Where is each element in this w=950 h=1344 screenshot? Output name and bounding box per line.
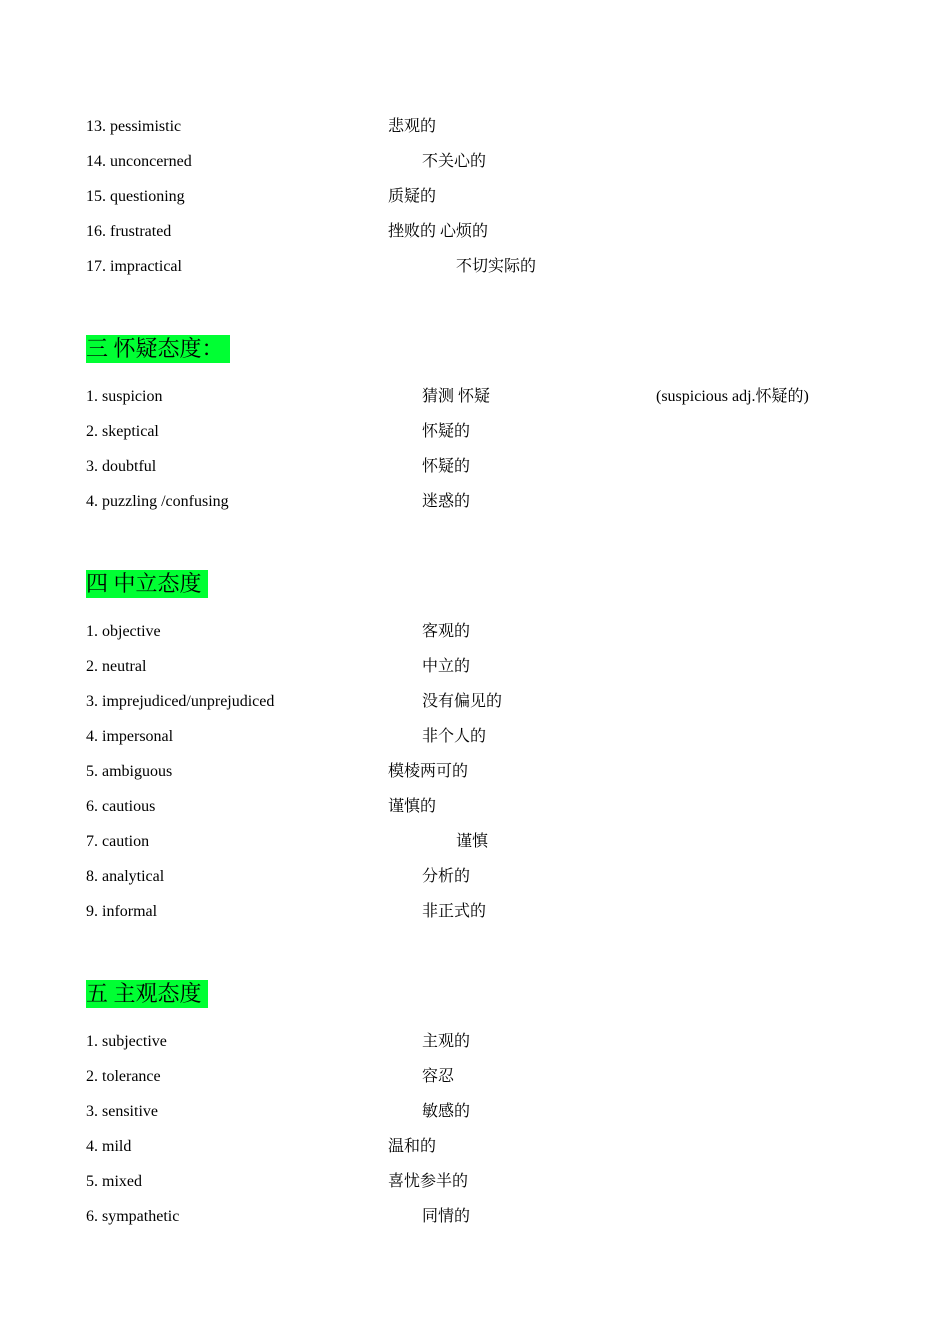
- term-chinese: 怀疑的: [422, 423, 471, 440]
- term-chinese: 谨慎的: [388, 798, 437, 815]
- term-chinese: 敏感的: [422, 1103, 471, 1120]
- list-item: [86, 831, 886, 853]
- term-english: 2. tolerance: [86, 1068, 161, 1085]
- list-item: [86, 1171, 886, 1193]
- term-english: 1. suspicion: [86, 388, 163, 405]
- term-chinese: 非个人的: [422, 728, 487, 745]
- term-chinese: 容忍: [422, 1068, 455, 1085]
- list-item: [86, 796, 886, 818]
- list-item: [86, 726, 886, 748]
- list-item: [86, 761, 886, 783]
- term-chinese: 非正式的: [422, 903, 487, 920]
- term-chinese: 不关心的: [422, 153, 487, 170]
- term-english: 4. puzzling /confusing: [86, 493, 229, 510]
- list-item: [86, 151, 886, 173]
- term-english: 14. unconcerned: [86, 153, 192, 170]
- section-heading-neutral: 四 中立态度: [86, 570, 208, 598]
- list-item: [86, 116, 886, 138]
- term-english: 9. informal: [86, 903, 158, 920]
- list-item: [86, 901, 886, 923]
- list-item: [86, 691, 886, 713]
- term-chinese: 悲观的: [388, 118, 437, 135]
- term-english: 7. caution: [86, 833, 150, 850]
- term-chinese: 同情的: [422, 1208, 471, 1225]
- list-item: [86, 491, 886, 513]
- list-item: [86, 421, 886, 443]
- list-item: [86, 866, 886, 888]
- term-chinese: 主观的: [422, 1033, 471, 1050]
- term-chinese: 谨慎: [456, 833, 489, 850]
- term-english: 15. questioning: [86, 188, 185, 205]
- term-chinese: 不切实际的: [456, 258, 537, 275]
- term-chinese: 模棱两可的: [388, 763, 469, 780]
- list-item: [86, 621, 886, 643]
- term-english: 6. sympathetic: [86, 1208, 180, 1225]
- section-heading-doubt: 三 怀疑态度：: [86, 335, 230, 363]
- section-heading-subjective: 五 主观态度: [86, 980, 208, 1008]
- term-chinese: 怀疑的: [422, 458, 471, 475]
- list-item: [86, 1066, 886, 1088]
- term-english: 1. subjective: [86, 1033, 167, 1050]
- term-english: 16. frustrated: [86, 223, 172, 240]
- term-english: 3. sensitive: [86, 1103, 158, 1120]
- term-english: 2. skeptical: [86, 423, 159, 440]
- list-item: [86, 1136, 886, 1158]
- term-english: 1. objective: [86, 623, 161, 640]
- list-item: [86, 256, 886, 278]
- term-chinese: 猜测 怀疑: [422, 388, 491, 405]
- list-item: [86, 386, 886, 408]
- term-english: 5. mixed: [86, 1173, 142, 1190]
- term-chinese: 中立的: [422, 658, 471, 675]
- term-english: 6. cautious: [86, 798, 156, 815]
- term-english: 3. doubtful: [86, 458, 157, 475]
- list-item: [86, 456, 886, 478]
- list-item: [86, 1206, 886, 1228]
- term-chinese: 客观的: [422, 623, 471, 640]
- term-english: 17. impractical: [86, 258, 182, 275]
- term-english: 5. ambiguous: [86, 763, 173, 780]
- list-item: [86, 221, 886, 243]
- term-english: 4. impersonal: [86, 728, 174, 745]
- term-english: 8. analytical: [86, 868, 165, 885]
- term-chinese: 没有偏见的: [422, 693, 503, 710]
- term-english: 13. pessimistic: [86, 118, 182, 135]
- term-chinese: 迷惑的: [422, 493, 471, 510]
- term-chinese: 挫败的 心烦的: [388, 223, 489, 240]
- list-item: [86, 1031, 886, 1053]
- term-chinese: 质疑的: [388, 188, 437, 205]
- term-chinese: 分析的: [422, 868, 471, 885]
- term-note: (suspicious adj.怀疑的): [656, 388, 809, 405]
- term-chinese: 喜忧参半的: [388, 1173, 469, 1190]
- term-english: 3. imprejudiced/unprejudiced: [86, 693, 275, 710]
- list-item: [86, 186, 886, 208]
- list-item: [86, 1101, 886, 1123]
- term-english: 2. neutral: [86, 658, 147, 675]
- term-english: 4. mild: [86, 1138, 132, 1155]
- list-item: [86, 656, 886, 678]
- term-chinese: 温和的: [388, 1138, 437, 1155]
